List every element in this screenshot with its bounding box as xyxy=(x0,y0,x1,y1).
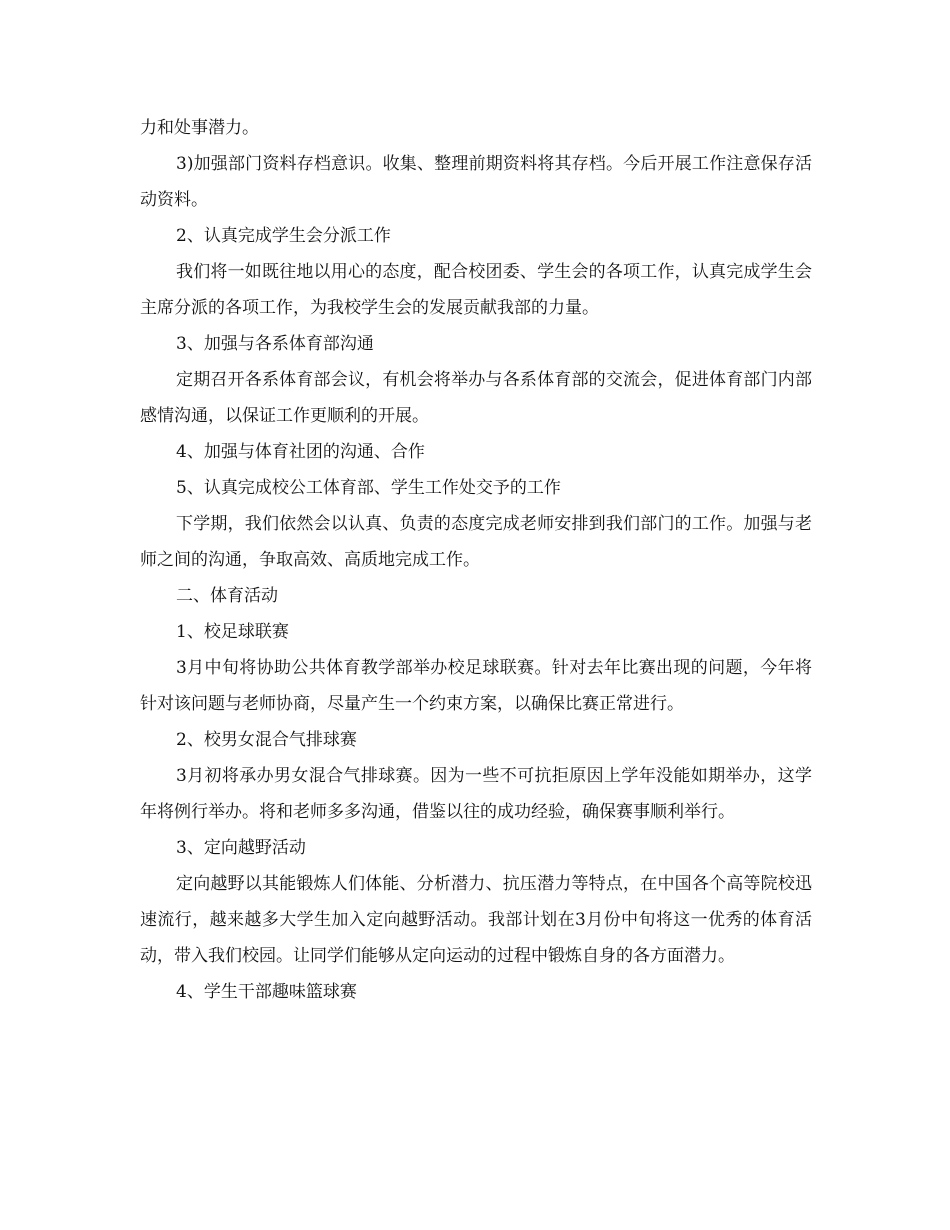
heading-assigned-work: 5、认真完成校公工体育部、学生工作处交予的工作 xyxy=(176,478,561,498)
section-heading-sports-activities: 二、体育活动 xyxy=(176,586,278,606)
paragraph-football-league: 3月中旬将协助公共体育教学部举办校足球联赛。针对去年比赛出现的问题，今年将针对该问题与老师协商，尽量产生一个约束方案，以确保比赛正常进行。 xyxy=(140,658,812,714)
paragraph-archive-awareness: 3)加强部门资料存档意识。收集、整理前期资料将其存档。今后开展工作注意保存活动资料。 xyxy=(140,154,812,210)
heading-orienteering: 3、定向越野活动 xyxy=(176,838,306,858)
heading-department-communication: 3、加强与各系体育部沟通 xyxy=(176,334,374,354)
document-body xyxy=(140,110,812,1010)
heading-volleyball: 2、校男女混合气排球赛 xyxy=(176,730,357,750)
paragraph-volleyball: 3月初将承办男女混合气排球赛。因为一些不可抗拒原因上学年没能如期举办，这学年将例行举办。将和老师多多沟通，借鉴以往的成功经验，确保赛事顺利举行。 xyxy=(140,766,812,822)
heading-club-cooperation: 4、加强与体育社团的沟通、合作 xyxy=(176,442,425,462)
paragraph-continuation: 力和处事潜力。 xyxy=(140,118,259,138)
paragraph-student-union-tasks: 我们将一如既往地以用心的态度，配合校团委、学生会的各项工作，认真完成学生会主席分派的各项工作，为我校学生会的发展贡献我部的力量。 xyxy=(140,262,812,318)
heading-student-union-tasks: 2、认真完成学生会分派工作 xyxy=(176,226,391,246)
paragraph-assigned-work: 下学期，我们依然会以认真、负责的态度完成老师安排到我们部门的工作。加强与老师之间的沟通，争取高效、高质地完成工作。 xyxy=(140,514,812,570)
heading-basketball: 4、学生干部趣味篮球赛 xyxy=(176,982,357,1002)
paragraph-department-communication: 定期召开各系体育部会议，有机会将举办与各系体育部的交流会，促进体育部门内部感情沟通，以保证工作更顺利的开展。 xyxy=(140,370,812,426)
paragraph-orienteering: 定向越野以其能锻炼人们体能、分析潜力、抗压潜力等特点，在中国各个高等院校迅速流行，越来越多大学生加入定向越野活动。我部计划在3月份中旬将这一优秀的体育活动，带入我们校园。让同学们能够从定向运动的过程中锻炼自身的各方面潜力。 xyxy=(140,874,812,966)
heading-football-league: 1、校足球联赛 xyxy=(176,622,289,642)
